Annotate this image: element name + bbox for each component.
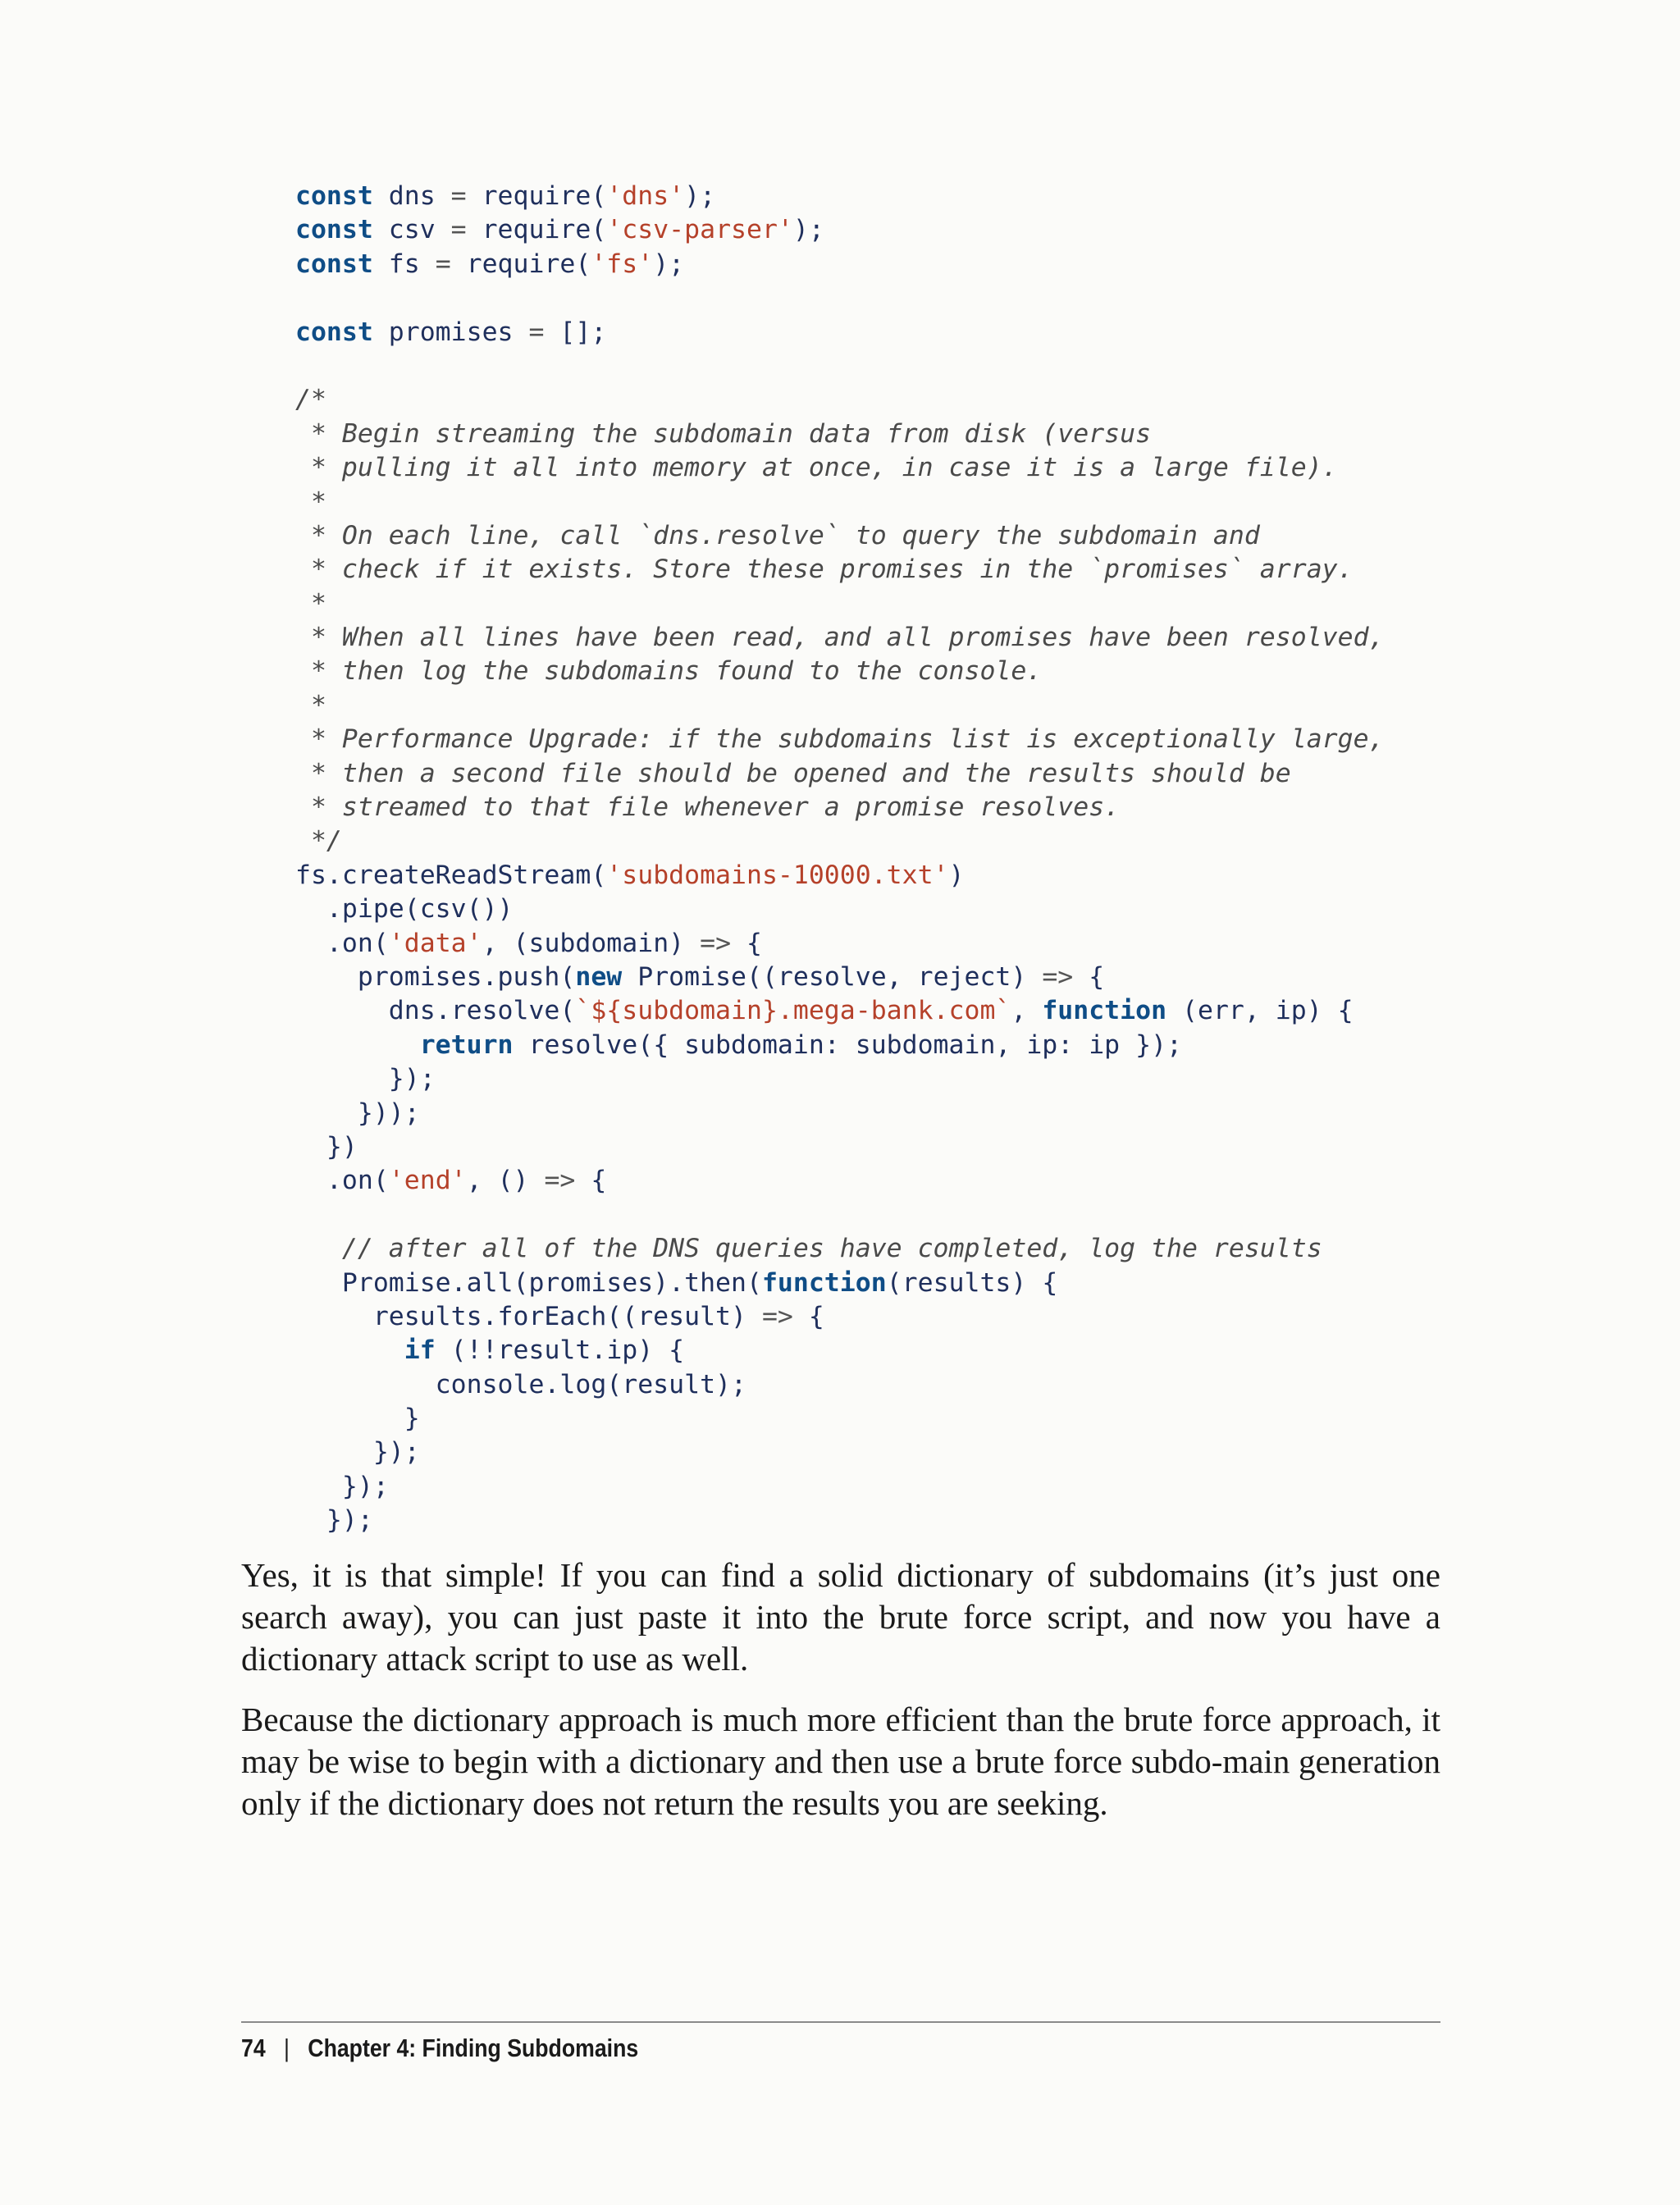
code-line: } [295, 1404, 420, 1434]
code-line: }) [295, 1131, 358, 1162]
code-line: */ [295, 826, 342, 856]
chapter-title: Chapter 4: Finding Subdomains [308, 2034, 639, 2062]
code-line: results.forEach((result) => { [295, 1301, 824, 1331]
code-line: Promise.all(promises).then(function(results) { [295, 1267, 1058, 1298]
code-line: console.log(result); [295, 1369, 746, 1399]
code-line: * streamed to that file whenever a promise resolves. [295, 792, 1121, 823]
code-line: * Performance Upgrade: if the subdomains list is exceptionally large, [295, 724, 1385, 755]
code-line: * [295, 690, 326, 720]
code-line: promises.push(new Promise((resolve, reject) => { [295, 961, 1105, 992]
paragraph-dictionary-approach: Because the dictionary approach is much more efficient than the brute force approach, it may be wise to begin with a dictionary and then use a brute force subdo-main generation only if the dictionary does not return the results you are seeking. [241, 1701, 1440, 1822]
code-line [295, 349, 1444, 383]
code-line: * When all lines have been read, and all promises have been resolved, [295, 623, 1385, 653]
code-line: dns.resolve(`${subdomain}.mega-bank.com`, function (err, ip) { [295, 996, 1354, 1026]
code-line: .pipe(csv()) [295, 894, 514, 924]
code-line: // after all of the DNS queries have completed, log the results [295, 1234, 1322, 1264]
code-line: }); [295, 1064, 436, 1094]
code-line: if (!!result.ip) { [404, 1335, 685, 1366]
page-number: 74 [241, 2034, 266, 2062]
code-line: fs.createReadStream('subdomains-10000.txt') [295, 860, 965, 890]
footer-rule [241, 2021, 1440, 2023]
code-line: * [295, 588, 326, 619]
code-line: .on('end', () => { [295, 1166, 607, 1196]
page-footer [241, 2034, 638, 2063]
code-line: const dns = require('dns'); [295, 181, 716, 211]
code-line: const csv = require('csv-parser'); [295, 215, 824, 245]
code-line: const promises = []; [295, 317, 607, 347]
paragraph-simple: Yes, it is that simple! If you can find a solid dictionary of subdomains (it’s just one search away), you can just paste it into the brute force script, and now you have a dictionary attack script to use as well. [241, 1556, 1440, 1678]
code-line: * Begin streaming the subdomain data from disk (versus [295, 418, 1152, 449]
code-line: * then a second file should be opened and the results should be [295, 758, 1291, 788]
code-line: * then log the subdomains found to the console. [295, 656, 1043, 687]
code-line: }); [295, 1505, 373, 1536]
code-line: })); [295, 1098, 420, 1128]
code-line [295, 1198, 1444, 1232]
code-line: * pulling it all into memory at once, in case it is a large file). [295, 453, 1338, 483]
code-line: .on('data', (subdomain) => { [295, 928, 762, 958]
code-line: }); [295, 1437, 420, 1468]
code-line: * [295, 486, 326, 517]
code-line: /* [295, 385, 326, 415]
code-line [295, 281, 1444, 315]
code-line: return resolve({ subdomain: subdomain, ip: ip }); [419, 1029, 1182, 1060]
code-line: * check if it exists. Store these promises in the `promises` array. [295, 555, 1354, 585]
footer-separator: | [284, 2034, 290, 2062]
code-listing [295, 180, 1444, 1538]
code-line: }); [295, 1471, 389, 1501]
code-line: const fs = require('fs'); [295, 249, 685, 279]
code-line: * On each line, call `dns.resolve` to query the subdomain and [295, 520, 1260, 550]
